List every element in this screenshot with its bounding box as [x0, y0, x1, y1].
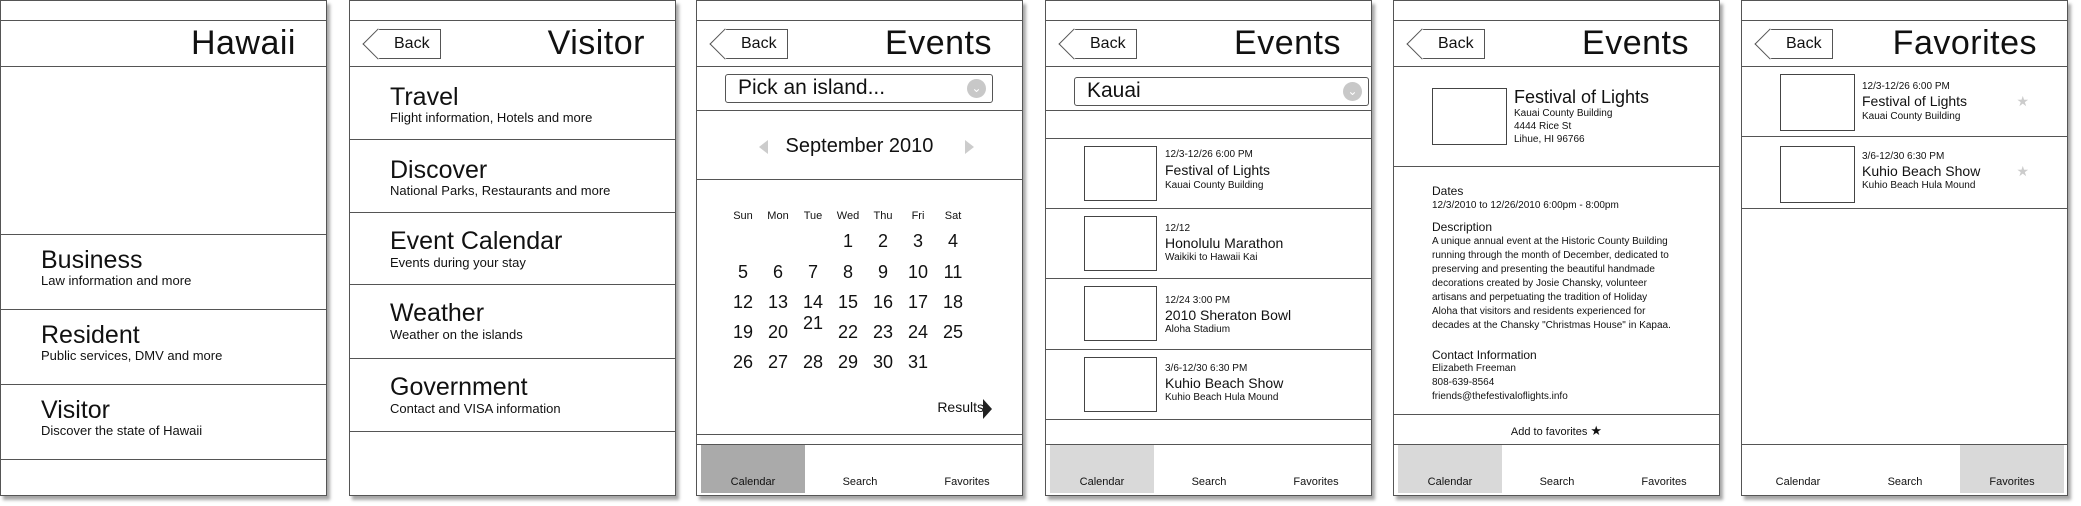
menu-item-title: Resident	[41, 321, 140, 349]
page-title: Events	[1582, 24, 1689, 62]
event-thumbnail	[1432, 88, 1507, 145]
screen-hawaii	[0, 0, 327, 496]
tab-search[interactable]: Search	[1191, 476, 1227, 488]
weekday-label: Wed	[836, 210, 860, 222]
dates-value: 12/3/2010 to 12/26/2010 6:00pm - 8:00pm	[1432, 200, 1619, 211]
back-button[interactable]	[378, 29, 441, 59]
calendar-day[interactable]: 9	[877, 262, 888, 282]
dropdown-value: Kauai	[1087, 79, 1141, 102]
tab-favorites[interactable]: Favorites	[1960, 445, 2064, 493]
calendar-day[interactable]: 19	[732, 322, 754, 342]
address-line: Kauai County Building	[1514, 108, 1613, 119]
calendar-day[interactable]: 7	[807, 262, 818, 282]
description-line: artisans and perpetuating the tradition of Holiday	[1432, 292, 1648, 303]
menu-item-subtitle: Contact and VISA information	[390, 401, 561, 416]
calendar-day[interactable]: 31	[907, 352, 929, 372]
status-bar	[1046, 1, 1371, 21]
calendar-day[interactable]: 17	[907, 292, 929, 312]
dropdown-value: Pick an island...	[738, 76, 886, 99]
tab-bar	[1046, 444, 1371, 495]
event-thumbnail	[1084, 146, 1157, 201]
calendar-day[interactable]: 2	[877, 231, 888, 251]
star-icon[interactable]: ★	[2016, 163, 2029, 179]
menu-item-subtitle: Public services, DMV and more	[41, 348, 223, 363]
star-icon[interactable]: ★	[2016, 93, 2029, 109]
screen-visitor	[349, 0, 676, 496]
screen-favorites	[1741, 0, 2068, 496]
calendar-day[interactable]: 25	[942, 322, 964, 342]
status-bar	[1, 1, 326, 21]
calendar-day[interactable]: 22	[837, 322, 859, 342]
top-bar	[350, 21, 675, 67]
menu-item-resident[interactable]	[1, 310, 326, 385]
menu-item-subtitle: National Parks, Restaurants and more	[390, 183, 611, 198]
contact-name: Elizabeth Freeman	[1432, 363, 1516, 374]
tab-bar	[1394, 444, 1719, 495]
description-label: Description	[1432, 220, 1493, 234]
event-name: Kuhio Beach Show	[1165, 375, 1284, 391]
list-item[interactable]	[1046, 279, 1371, 350]
calendar-day[interactable]: 1	[842, 231, 853, 251]
event-location: Kuhio Beach Hula Mound	[1165, 392, 1279, 403]
menu-item-title: Discover	[390, 156, 488, 184]
weekday-label: Sat	[944, 210, 962, 222]
menu-item-event-calendar[interactable]	[350, 213, 675, 285]
top-bar	[1046, 21, 1371, 67]
description-line: decorations created by Josie Chansky, volunteer	[1432, 278, 1647, 289]
list-item[interactable]	[1046, 209, 1371, 279]
calendar-day[interactable]: 24	[907, 322, 929, 342]
island-dropdown[interactable]	[725, 74, 993, 103]
event-time: 12/12	[1165, 223, 1191, 234]
contact-label: Contact Information	[1432, 348, 1537, 362]
calendar-day[interactable]: 26	[732, 352, 754, 372]
event-thumbnail	[1780, 146, 1855, 203]
add-favorites-label: Add to favorites	[1510, 426, 1588, 438]
tab-calendar[interactable]: Calendar	[701, 445, 805, 493]
calendar-day[interactable]: 6	[772, 262, 783, 282]
tab-search[interactable]: Search	[842, 476, 878, 488]
menu-item-subtitle: Discover the state of Hawaii	[41, 423, 203, 438]
event-name: Kuhio Beach Show	[1862, 163, 1981, 179]
event-time: 3/6-12/30 6:30 PM	[1862, 151, 1945, 162]
calendar-day[interactable]: 4	[947, 231, 958, 251]
menu-item-title: Business	[41, 246, 143, 274]
tab-favorites[interactable]: Favorites	[1641, 476, 1687, 488]
chevron-down-icon: ⌄	[967, 79, 986, 98]
menu-item-business[interactable]	[1, 235, 326, 310]
list-item[interactable]	[1742, 137, 2067, 209]
calendar-day[interactable]: 12	[732, 292, 754, 312]
event-location: Waikiki to Hawaii Kai	[1165, 252, 1258, 263]
calendar-month: September 2010	[785, 135, 934, 157]
description-line: preserving and presenting the beautiful handmade	[1432, 264, 1655, 275]
back-label: Back	[394, 35, 430, 52]
calendar-day[interactable]: 14	[802, 292, 824, 312]
menu-item-subtitle: Weather on the islands	[390, 327, 523, 342]
description-line: Aloha that visitors and residents experienced for	[1432, 306, 1646, 317]
back-button[interactable]	[725, 29, 788, 59]
calendar-day[interactable]: 13	[767, 292, 789, 312]
star-icon: ★	[1590, 423, 1603, 438]
calendar-day[interactable]: 8	[842, 262, 853, 282]
contact-email: friends@thefestivaloflights.info	[1432, 391, 1568, 402]
menu-item-title: Event Calendar	[390, 227, 563, 255]
event-name: Festival of Lights	[1165, 162, 1271, 178]
arrow-right-icon[interactable]	[983, 399, 992, 419]
list-item[interactable]	[1046, 139, 1371, 209]
screen-event-detail	[1393, 0, 1720, 496]
event-time: 12/24 3:00 PM	[1165, 295, 1231, 306]
status-bar	[1742, 1, 2067, 21]
back-label: Back	[1090, 35, 1126, 52]
list-item[interactable]	[1046, 350, 1371, 420]
calendar-day[interactable]: 30	[872, 352, 894, 372]
calendar-day[interactable]: 16	[872, 292, 894, 312]
calendar-day[interactable]: 21	[802, 313, 824, 333]
back-button[interactable]	[1074, 29, 1137, 59]
menu-item-title: Travel	[390, 83, 459, 111]
tab-calendar[interactable]: Calendar	[1398, 445, 1502, 493]
weekday-label: Fri	[911, 210, 925, 222]
screen-calendar	[696, 0, 1023, 496]
list-item[interactable]	[1742, 67, 2067, 137]
divider	[697, 179, 1022, 180]
event-thumbnail	[1084, 357, 1157, 412]
chevron-down-icon: ⌄	[1343, 82, 1362, 101]
address-line: Lihue, HI 96766	[1514, 134, 1585, 145]
event-thumbnail	[1084, 216, 1157, 271]
weekday-label: Mon	[767, 210, 789, 222]
page-title: Favorites	[1892, 24, 2037, 62]
dates-label: Dates	[1432, 184, 1464, 198]
back-button[interactable]	[1422, 29, 1485, 59]
weekday-label: Sun	[733, 210, 753, 222]
menu-item-subtitle: Events during your stay	[390, 255, 526, 270]
event-time: 12/3-12/26 6:00 PM	[1165, 149, 1253, 160]
top-bar	[1394, 21, 1719, 67]
calendar-day[interactable]: 29	[837, 352, 859, 372]
menu-item-subtitle: Flight information, Hotels and more	[390, 110, 593, 125]
page-title: Events	[885, 24, 992, 62]
island-dropdown[interactable]	[1074, 77, 1369, 106]
contact-phone: 808-639-8564	[1432, 377, 1495, 388]
back-label: Back	[1438, 35, 1474, 52]
calendar-day[interactable]: 28	[802, 352, 824, 372]
back-label: Back	[1786, 35, 1822, 52]
back-button[interactable]	[1770, 29, 1833, 59]
menu-item-title: Weather	[390, 299, 485, 327]
tab-favorites[interactable]: Favorites	[1293, 476, 1339, 488]
back-label: Back	[741, 35, 777, 52]
divider	[697, 434, 1022, 435]
event-location: Kauai County Building	[1165, 180, 1264, 191]
menu-item-government[interactable]	[350, 359, 675, 432]
tab-calendar[interactable]: Calendar	[1775, 476, 1821, 488]
event-name: Festival of Lights	[1862, 93, 1968, 109]
menu-item-weather[interactable]	[350, 285, 675, 359]
event-name: 2010 Sheraton Bowl	[1165, 307, 1292, 323]
screen-event-list	[1045, 0, 1372, 496]
description-line: running through the month of December, dedicated to	[1432, 250, 1669, 261]
calendar-day[interactable]: 5	[737, 262, 748, 282]
event-thumbnail	[1780, 74, 1855, 131]
menu-item-subtitle: Law information and more	[41, 273, 192, 288]
top-bar	[1, 21, 326, 67]
weekday-label: Thu	[873, 210, 893, 222]
description-line: A unique annual event at the Historic County Building	[1432, 236, 1668, 247]
description-line: decades at the Chansky "Christmas House" in Kapaa.	[1432, 320, 1671, 331]
calendar-day[interactable]: 10	[907, 262, 929, 282]
menu-item-title: Visitor	[41, 396, 111, 424]
status-bar	[1394, 1, 1719, 21]
tab-search[interactable]: Search	[1539, 476, 1575, 488]
calendar-day[interactable]: 15	[837, 292, 859, 312]
address-line: 4444 Rice St	[1514, 121, 1572, 132]
calendar-day[interactable]: 11	[943, 262, 963, 282]
event-thumbnail	[1084, 286, 1157, 341]
page-title: Hawaii	[190, 24, 296, 62]
tab-calendar[interactable]: Calendar	[1050, 445, 1154, 493]
top-bar	[697, 21, 1022, 67]
next-month-arrow-icon[interactable]	[965, 140, 974, 154]
status-bar	[697, 1, 1022, 21]
event-time: 12/3-12/26 6:00 PM	[1862, 81, 1950, 92]
status-bar	[350, 1, 675, 21]
calendar-day[interactable]: 23	[872, 322, 894, 342]
menu-item-title: Government	[390, 373, 528, 401]
calendar-day[interactable]: 18	[942, 292, 964, 312]
calendar-day[interactable]: 20	[767, 322, 789, 342]
divider	[1394, 414, 1719, 415]
divider	[1394, 166, 1719, 167]
event-location: Kauai County Building	[1862, 111, 1961, 122]
menu-item-discover[interactable]	[350, 140, 675, 213]
event-location: Aloha Stadium	[1165, 324, 1231, 335]
tab-bar	[697, 444, 1022, 495]
page-title: Events	[1234, 24, 1341, 62]
page-title: Visitor	[547, 24, 645, 62]
event-location: Kuhio Beach Hula Mound	[1862, 180, 1976, 191]
menu-item-travel[interactable]	[350, 67, 675, 140]
weekday-label: Tue	[803, 210, 823, 222]
calendar-day[interactable]: 3	[912, 231, 923, 251]
calendar-day[interactable]: 27	[767, 352, 789, 372]
menu-item-visitor[interactable]	[1, 385, 326, 460]
tab-favorites[interactable]: Favorites	[944, 476, 990, 488]
results-link[interactable]: Results	[937, 399, 984, 415]
event-name: Festival of Lights	[1514, 87, 1650, 107]
event-name: Honolulu Marathon	[1165, 235, 1284, 251]
add-favorites-button[interactable]	[1394, 423, 1719, 439]
top-bar	[1742, 21, 2067, 67]
tab-search[interactable]: Search	[1887, 476, 1923, 488]
hero-area	[1, 67, 326, 235]
event-time: 3/6-12/30 6:30 PM	[1165, 363, 1248, 374]
tab-bar	[1742, 444, 2067, 495]
